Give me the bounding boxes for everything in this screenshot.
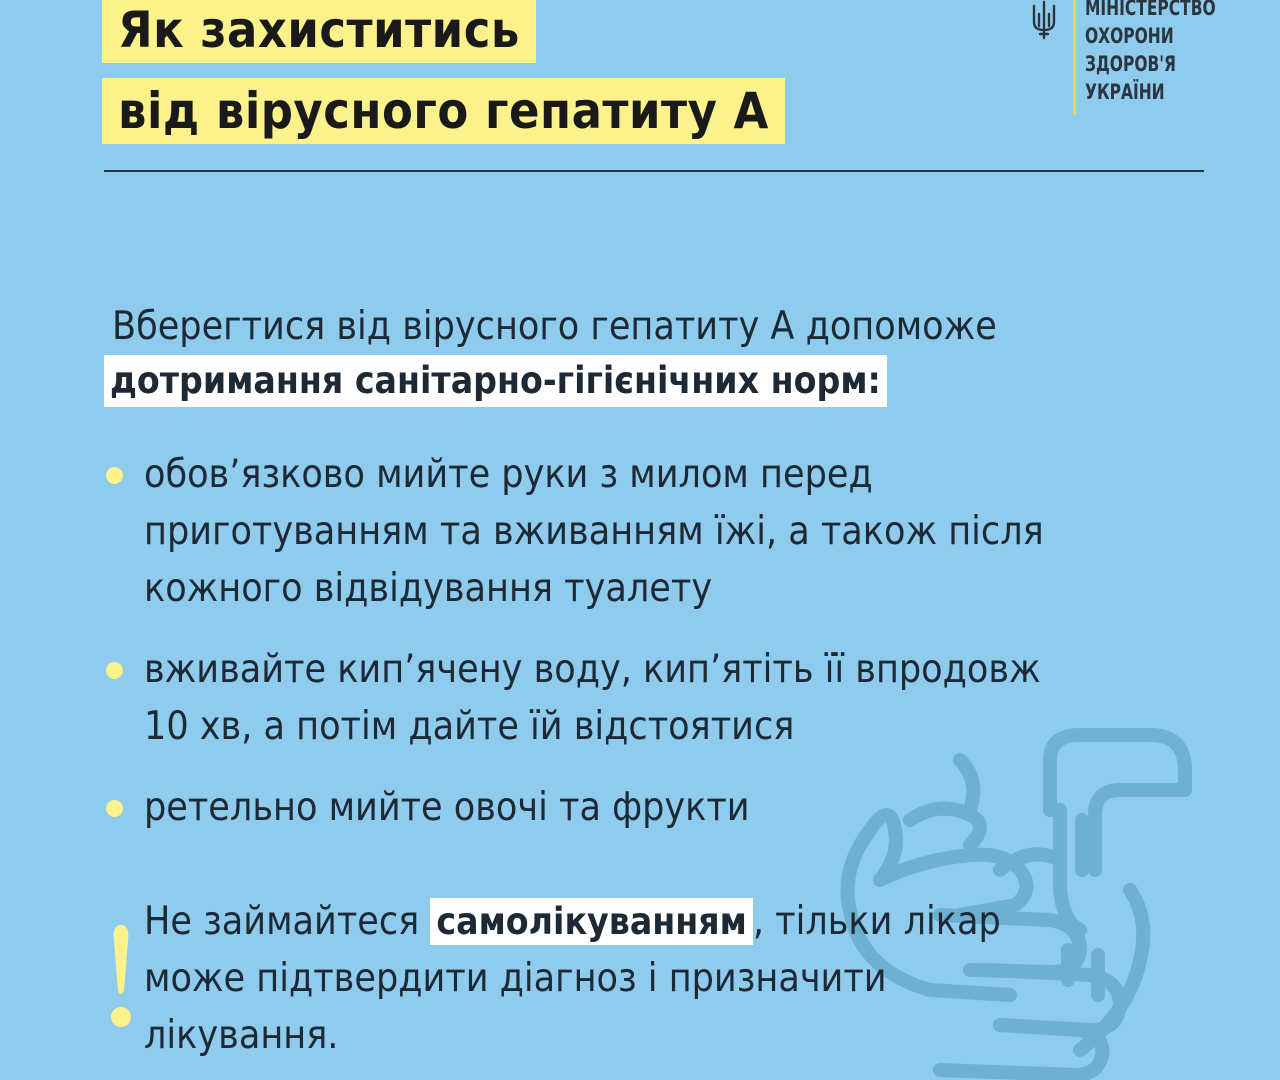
list-item bbox=[102, 446, 1202, 617]
warning-note bbox=[102, 893, 1244, 1064]
logo-line: ОХОРОНИ bbox=[1085, 24, 1174, 48]
warning-text-end: , тільки лікар може підтвердити діагноз і призначити лікування. bbox=[144, 899, 1001, 1058]
header-divider bbox=[104, 170, 1204, 172]
tips-list bbox=[102, 446, 1202, 860]
exclamation-icon bbox=[106, 921, 136, 1031]
intro-text: Вберегтися від вірусного гепатиту А допоможе bbox=[112, 304, 997, 349]
page-title-line-2: від вірусного гепатиту А bbox=[102, 78, 785, 144]
intro-block bbox=[112, 300, 997, 408]
ministry-logo bbox=[1030, 0, 1230, 130]
page-title-line-1: Як захиститись bbox=[102, 0, 536, 63]
intro-highlight: дотримання санітарно-гігієнічних норм: bbox=[104, 355, 887, 407]
bullet-dot-icon bbox=[106, 662, 123, 679]
warning-highlight: самолікуванням bbox=[430, 898, 752, 945]
logo-accent-bar bbox=[1073, 0, 1076, 115]
logo-line: МІНІСТЕРСТВО bbox=[1085, 0, 1216, 20]
trident-icon bbox=[1030, 0, 1058, 40]
logo-text bbox=[1085, 0, 1216, 106]
logo-line: ЗДОРОВ'Я bbox=[1085, 52, 1176, 76]
bullet-dot-icon bbox=[106, 800, 123, 817]
warning-text-start: Не займайтеся bbox=[144, 899, 431, 944]
bullet-dot-icon bbox=[106, 467, 123, 484]
list-item bbox=[102, 779, 1202, 836]
list-item bbox=[102, 641, 1202, 755]
logo-line: УКРАЇНИ bbox=[1085, 80, 1165, 104]
list-item-text: вживайте кип’ячену воду, кип’ятіть її впродовж 10 хв, а потім дайте їй відстоятися bbox=[144, 647, 1041, 749]
list-item-text: обов’язково мийте руки з милом перед приготуванням та вживанням їжі, а також після кожного відвідування туалету bbox=[144, 452, 1044, 611]
list-item-text: ретельно мийте овочі та фрукти bbox=[144, 785, 750, 830]
